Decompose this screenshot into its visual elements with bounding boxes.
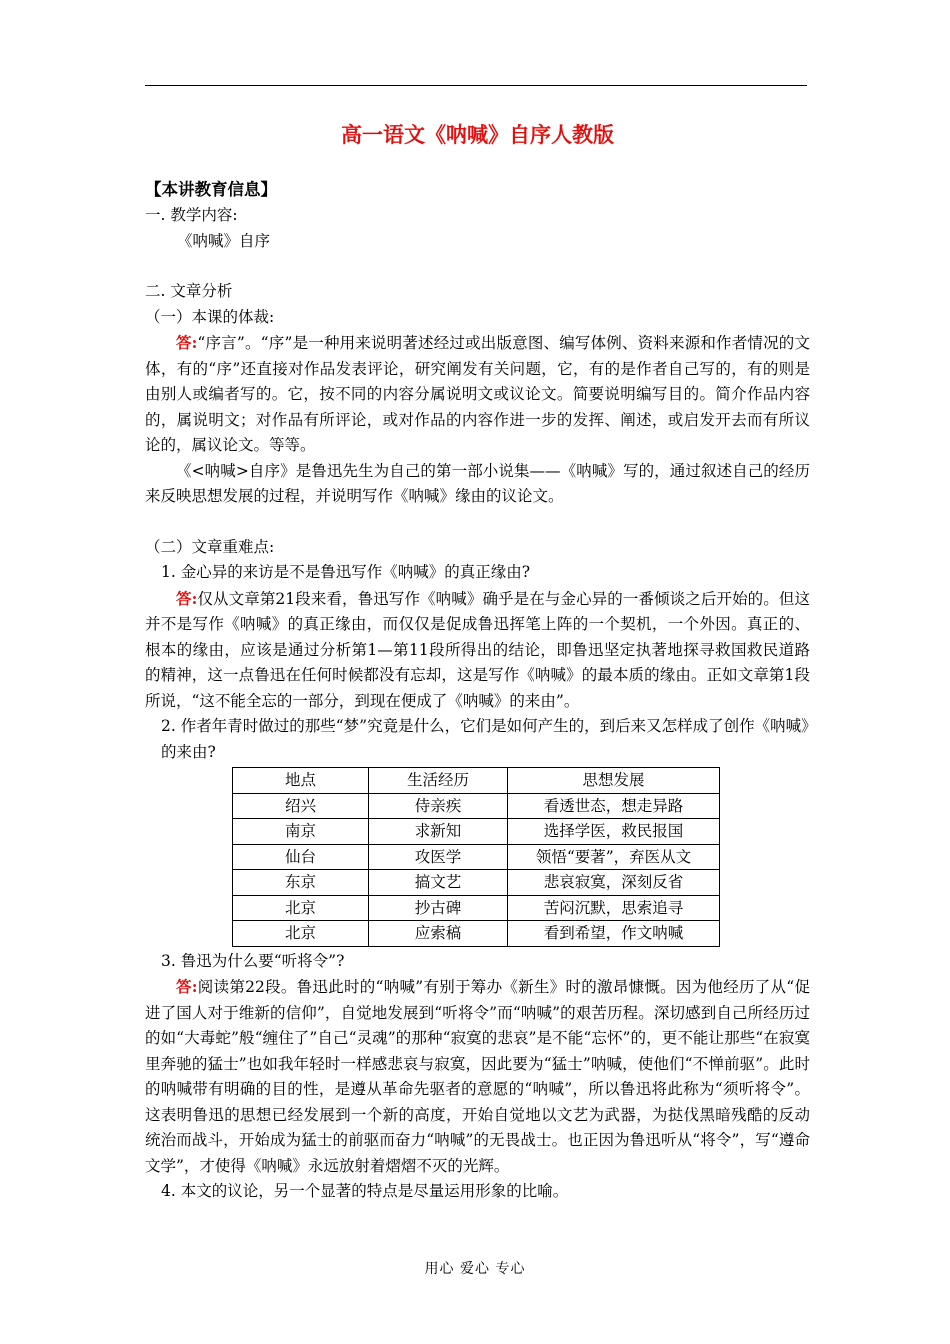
part2-heading: 二. 文章分析 [145, 282, 233, 300]
table-cell: 应索稿 [369, 921, 508, 947]
question-3: 3. 鲁迅为什么要“听将令”? [161, 951, 345, 970]
table-cell: 绍兴 [233, 793, 369, 819]
table-cell: 侍亲疾 [369, 793, 508, 819]
table-cell: 悲哀寂寞，深刻反省 [508, 870, 720, 896]
table-cell: 苦闷沉默，思索追寻 [508, 895, 720, 921]
table-header-row [233, 768, 720, 794]
page-footer: 用心 爱心 专心 [424, 1261, 526, 1277]
document-page [145, 120, 810, 1205]
experience-table [232, 767, 720, 947]
table-row [233, 793, 720, 819]
section-heading: 【本讲教育信息】 [145, 180, 277, 199]
sub1-heading: （一）本课的体裁: [145, 307, 275, 326]
table-cell: 仙台 [233, 844, 369, 870]
answer-3 [145, 974, 810, 1179]
table-cell: 东京 [233, 870, 369, 896]
header-rule [145, 85, 807, 86]
table-cell: 领悟“要著”，弃医从文 [508, 844, 720, 870]
table-row [233, 844, 720, 870]
answer-text: 仅从文章第21段来看，鲁迅写作《呐喊》确乎是在与金心异的一番倾谈之后开始的。但这并不是写作《呐喊》的真正缘由，而仅仅是促成鲁迅挥笔上阵的一个契机，一个外因。真正的、根本的缘由，应该是通过分析第1—第11段所得出的结论，即鲁迅坚定执著地探寻救国救民道路的精神，这一点鲁迅在任何时候都没有忘却，这是写作《呐喊》的最本质的缘由。正如文章第1段所说，“这不能全忘的一部分，到现在便成了《呐喊》的来由”。 [145, 589, 810, 710]
table-cell: 选择学医，救民报国 [508, 819, 720, 845]
answer-text: 阅读第22段。鲁迅此时的“呐喊”有别于筹办《新生》时的激昂慷慨。因为他经历了从“促进了国人对于维新的信仰”，自觉地发展到“听将令”而“呐喊”的艰苦历程。深切感到自己所经历过的如“大毒蛇”般“缠住了”自己“灵魂”的那种“寂寞的悲哀”是不能“忘怀”的，更不能让那些“在寂寞里奔驰的猛士”也如我年轻时一样感悲哀与寂寞，因此要为“猛士”呐喊，使他们“不惮前驱”。此时的呐喊带有明确的目的性，是遵从革命先驱者的意愿的“呐喊”，所以鲁迅将此称为“须听将令”。这表明鲁迅的思想已经发展到一个新的高度，开始自觉地以文艺为武器，为挞伐黑暗残酷的反动统治而战斗，开始成为猛士的前驱而奋力“呐喊”的无畏战士。也正因为鲁迅听从“将令”，写“遵命文学”，才使得《呐喊》永远放射着熠熠不灭的光辉。 [145, 978, 810, 1175]
table-header-cell: 地点 [233, 768, 369, 794]
table-cell: 南京 [233, 819, 369, 845]
table-cell: 抄古碑 [369, 895, 508, 921]
table-row [233, 870, 720, 896]
table-cell: 攻医学 [369, 844, 508, 870]
table-row [233, 819, 720, 845]
table-header-cell: 生活经历 [369, 768, 508, 794]
part1-heading: 一. 教学内容: [145, 206, 238, 224]
question-4: 4. 本文的议论，另一个显著的特点是尽量运用形象的比喻。 [161, 1182, 569, 1200]
answer-1 [145, 586, 810, 715]
table-cell: 搞文艺 [369, 870, 508, 896]
sub1-answer [145, 330, 810, 459]
table-row [233, 921, 720, 947]
table-cell: 北京 [233, 895, 369, 921]
sub1-paragraph-2: 《<呐喊>自序》是鲁迅先生为自己的第一部小说集——《呐喊》写的，通过叙述自己的经历来反映思想发展的过程，并说明写作《呐喊》缘由的议论文。 [145, 461, 810, 505]
table-row [233, 895, 720, 921]
table-cell: 看透世态，想走异路 [508, 793, 720, 819]
question-2: 2. 作者年青时做过的那些“梦”究竟是什么，它们是如何产生的，到后来又怎样成了创作《呐喊》的来由? [161, 717, 809, 761]
question-1: 1. 金心异的来访是不是鲁迅写作《呐喊》的真正缘由? [161, 563, 531, 581]
table-cell: 看到希望，作文呐喊 [508, 921, 720, 947]
table-cell: 北京 [233, 921, 369, 947]
answer-label: 答: [176, 333, 198, 352]
answer-text: “序言”。“序”是一种用来说明著述经过或出版意图、编写体例、资料来源和作者情况的文体，有的“序”还直接对作品发表评论，研究阐发有关问题，它，有的是作者自己写的，有的则是由别人或编者写的。它，按不同的内容分属说明文或议论文。简要说明编写目的。简介作品内容的，属说明文；对作品有所评论，或对作品的内容作进一步的发挥、阐述，或启发开去而有所议论的，属议论文。等等。 [145, 334, 810, 454]
answer-label: 答: [176, 588, 198, 608]
sub2-heading: （二）文章重难点: [145, 537, 275, 556]
document-title: 高一语文《呐喊》自序人教版 [341, 122, 614, 147]
table-cell: 求新知 [369, 819, 508, 845]
table-header-cell: 思想发展 [508, 768, 720, 794]
part1-content: 《呐喊》自序 [177, 231, 271, 250]
answer-label: 答: [176, 977, 198, 996]
